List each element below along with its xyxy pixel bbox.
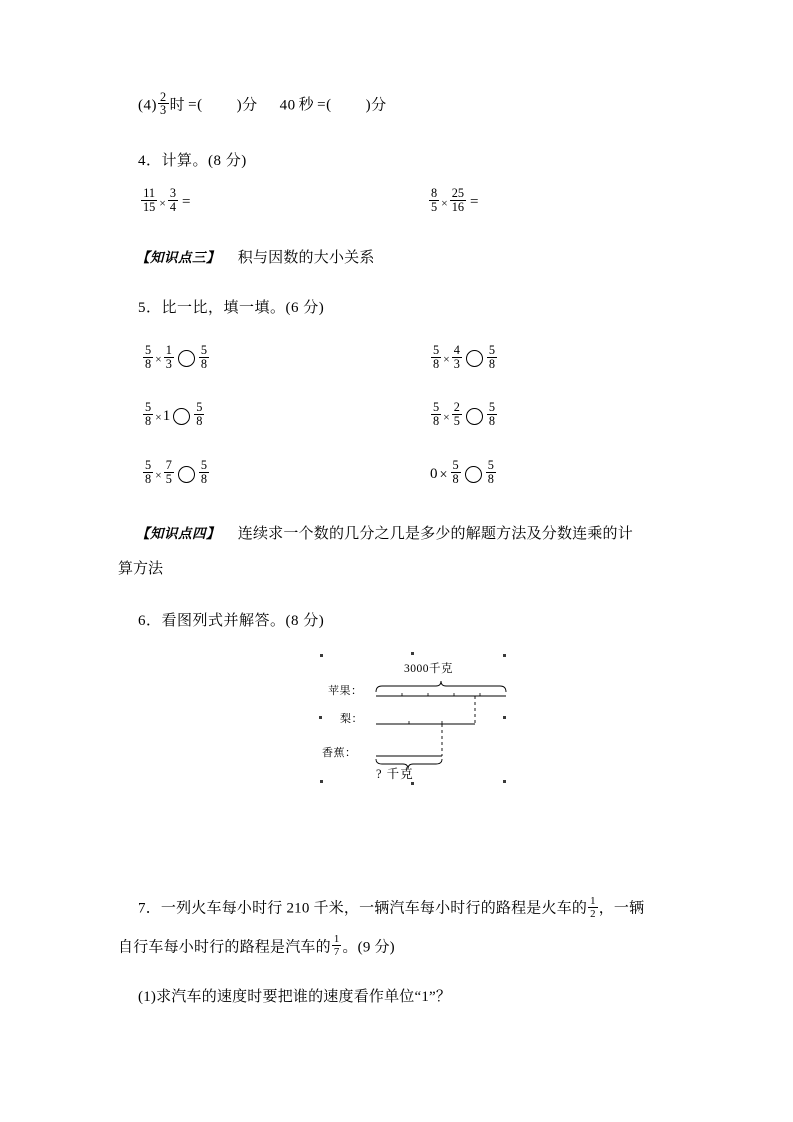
compare-row-1 bbox=[118, 342, 675, 373]
fraction-a bbox=[431, 401, 441, 429]
second-value: 40 bbox=[279, 97, 296, 114]
fraction-denominator: 8 bbox=[433, 414, 440, 429]
fraction-denominator: 4 bbox=[169, 199, 177, 214]
fraction-c bbox=[199, 344, 209, 372]
question-7-text-c: 自行车每小时行的路程是汽车的 bbox=[118, 939, 331, 956]
item-4-prefix: (4) bbox=[138, 97, 157, 114]
fraction-denominator: 5 bbox=[431, 199, 438, 214]
question-7-fraction-2 bbox=[332, 934, 342, 958]
expr1-fraction-b bbox=[168, 187, 178, 215]
close-paren-fen: )分 bbox=[236, 97, 258, 114]
question-7-text-d: 。(9 分) bbox=[342, 939, 395, 956]
knowledge-point-3-tag: 【知识点三】 bbox=[136, 249, 220, 266]
fraction-denominator: 3 bbox=[165, 356, 172, 371]
compare-expression-3-1 bbox=[118, 457, 408, 488]
fraction-numerator: 5 bbox=[145, 400, 152, 415]
fraction-numerator: 1 bbox=[333, 933, 340, 946]
knowledge-point-4-continuation bbox=[118, 557, 675, 582]
compare-expression-3-2 bbox=[408, 457, 497, 488]
compare-expression-1-1 bbox=[118, 342, 408, 373]
fraction-c bbox=[194, 401, 204, 429]
unit-hour: 时 bbox=[169, 97, 186, 114]
fraction-numerator: 8 bbox=[431, 185, 438, 200]
multiply-sign: × bbox=[155, 353, 162, 367]
fraction-denominator: 8 bbox=[145, 414, 152, 429]
question-4-label: 4．计算。(8 分) bbox=[138, 152, 247, 169]
knowledge-point-4-tag: 【知识点四】 bbox=[136, 526, 220, 543]
fraction-c bbox=[486, 459, 496, 487]
fraction-a bbox=[143, 344, 153, 372]
multiply-sign: × bbox=[441, 196, 448, 210]
fraction-denominator: 8 bbox=[196, 414, 203, 429]
question-4-expressions bbox=[118, 185, 675, 216]
fraction-numerator: 5 bbox=[488, 342, 496, 357]
multiply-sign: × bbox=[439, 466, 448, 483]
fraction-numerator: 5 bbox=[433, 342, 440, 357]
question-7-text-a: 7．一列火车每小时行 210 千米，一辆汽车每小时行的路程是火车的 bbox=[138, 900, 588, 917]
diagram-top-label: 3000千克 bbox=[404, 663, 453, 676]
fraction-numerator: 5 bbox=[145, 457, 152, 472]
question-7-line-1 bbox=[118, 894, 675, 921]
question-7-text-b: ，一辆 bbox=[598, 900, 645, 917]
unit-second: 秒 bbox=[298, 97, 315, 114]
fraction-b bbox=[164, 459, 174, 487]
multiply-sign: × bbox=[443, 411, 450, 425]
whole-number-a: 0 bbox=[430, 465, 438, 482]
question-7-line-2 bbox=[118, 933, 675, 960]
equals-open-paren-2: =( bbox=[317, 97, 332, 114]
fraction-denominator: 8 bbox=[488, 356, 496, 371]
knowledge-point-3 bbox=[118, 246, 675, 271]
fraction-denominator: 8 bbox=[487, 471, 494, 486]
fraction-a bbox=[431, 344, 441, 372]
item-4-fraction bbox=[158, 91, 169, 119]
comparison-circle-blank[interactable] bbox=[466, 350, 483, 367]
fraction-numerator: 2 bbox=[160, 89, 167, 104]
question-6-label: 6．看图列式并解答。(8 分) bbox=[138, 612, 325, 629]
comparison-circle-blank[interactable] bbox=[178, 350, 195, 367]
comparison-circle-blank[interactable] bbox=[178, 466, 195, 483]
fraction-c bbox=[199, 459, 209, 487]
compare-expression-2-2 bbox=[408, 400, 498, 431]
diagram-bottom-label: ? 千克 bbox=[376, 767, 414, 782]
fraction-c bbox=[487, 344, 497, 372]
fraction-b bbox=[452, 401, 462, 429]
fraction-denominator: 8 bbox=[433, 356, 440, 371]
fraction-denominator: 7 bbox=[333, 946, 340, 959]
fraction-b bbox=[164, 344, 174, 372]
fraction-denominator: 3 bbox=[160, 103, 167, 118]
diagram-graphics bbox=[298, 646, 548, 801]
expr2-fraction-b bbox=[450, 187, 466, 215]
fraction-a bbox=[143, 459, 153, 487]
comparison-circle-blank[interactable] bbox=[173, 408, 190, 425]
fraction-numerator: 5 bbox=[145, 342, 152, 357]
equals-sign: = bbox=[182, 193, 191, 210]
fraction-numerator: 3 bbox=[169, 185, 177, 200]
fraction-denominator: 8 bbox=[145, 356, 152, 371]
fraction-numerator: 11 bbox=[143, 185, 156, 200]
knowledge-point-4 bbox=[118, 522, 675, 547]
multiply-sign: × bbox=[155, 468, 162, 482]
knowledge-point-4-text-line2: 算方法 bbox=[118, 560, 164, 577]
fraction-denominator: 15 bbox=[143, 199, 156, 214]
question-7-sub-1: (1)求汽车的速度时要把谁的速度看作单位“1”？ bbox=[138, 988, 452, 1005]
diagram-row-label-banana: 香蕉： bbox=[322, 747, 357, 760]
fraction-denominator: 8 bbox=[145, 471, 152, 486]
fraction-c bbox=[487, 401, 497, 429]
knowledge-point-4-text-line1: 连续求一个数的几分之几是多少的解题方法及分数连乘的计 bbox=[237, 526, 633, 543]
compare-expression-1-2 bbox=[408, 342, 498, 373]
fraction-numerator: 1 bbox=[165, 342, 172, 357]
fraction-denominator: 8 bbox=[452, 471, 459, 486]
expr1-fraction-a bbox=[141, 187, 157, 215]
fraction-denominator: 3 bbox=[453, 356, 460, 371]
compare-expression-2-1 bbox=[118, 400, 408, 431]
calc-expression-2 bbox=[408, 185, 479, 216]
compare-row-3 bbox=[118, 457, 675, 488]
compare-row-2 bbox=[118, 400, 675, 431]
multiply-sign: × bbox=[155, 411, 162, 425]
calc-expression-1 bbox=[118, 185, 408, 216]
fraction-numerator: 5 bbox=[196, 400, 203, 415]
fraction-numerator: 2 bbox=[453, 400, 460, 415]
fraction-denominator: 2 bbox=[590, 907, 596, 920]
diagram-row-label-pear: 梨： bbox=[340, 713, 363, 726]
fraction-numerator: 5 bbox=[200, 342, 208, 357]
fraction-denominator: 8 bbox=[200, 471, 208, 486]
fraction-denominator: 8 bbox=[488, 414, 496, 429]
fraction-numerator: 7 bbox=[165, 457, 172, 472]
fraction-numerator: 25 bbox=[451, 185, 465, 200]
close-paren-fen-2: )分 bbox=[365, 97, 387, 114]
question-5-label: 5．比一比，填一填。(6 分) bbox=[138, 299, 325, 316]
comparison-circle-blank[interactable] bbox=[465, 466, 482, 483]
fraction-numerator: 5 bbox=[433, 400, 440, 415]
fraction-denominator: 16 bbox=[451, 199, 465, 214]
question-7-fraction-1 bbox=[588, 896, 598, 920]
question-3-item-4 bbox=[118, 0, 675, 120]
comparison-circle-blank[interactable] bbox=[466, 408, 483, 425]
equals-sign: = bbox=[470, 193, 479, 210]
fraction-denominator: 5 bbox=[453, 414, 460, 429]
knowledge-point-3-text: 积与因数的大小关系 bbox=[237, 249, 375, 266]
multiply-sign: × bbox=[159, 196, 166, 210]
fraction-denominator: 5 bbox=[165, 471, 172, 486]
fraction-denominator: 8 bbox=[200, 356, 208, 371]
bar-diagram[interactable] bbox=[298, 646, 548, 801]
fraction-b bbox=[452, 344, 462, 372]
fraction-numerator: 5 bbox=[452, 457, 459, 472]
expr2-fraction-a bbox=[429, 187, 439, 215]
fraction-numerator: 5 bbox=[200, 457, 208, 472]
fraction-numerator: 1 bbox=[590, 894, 596, 907]
fraction-numerator: 4 bbox=[453, 342, 460, 357]
fraction-a bbox=[143, 401, 153, 429]
fraction-numerator: 5 bbox=[487, 457, 494, 472]
fraction-numerator: 5 bbox=[488, 400, 496, 415]
diagram-row-label-apple: 苹果： bbox=[328, 685, 363, 698]
multiply-sign: × bbox=[443, 353, 450, 367]
equals-open-paren: =( bbox=[188, 97, 203, 114]
fraction-b bbox=[451, 459, 461, 487]
whole-number-b: 1 bbox=[162, 408, 171, 425]
